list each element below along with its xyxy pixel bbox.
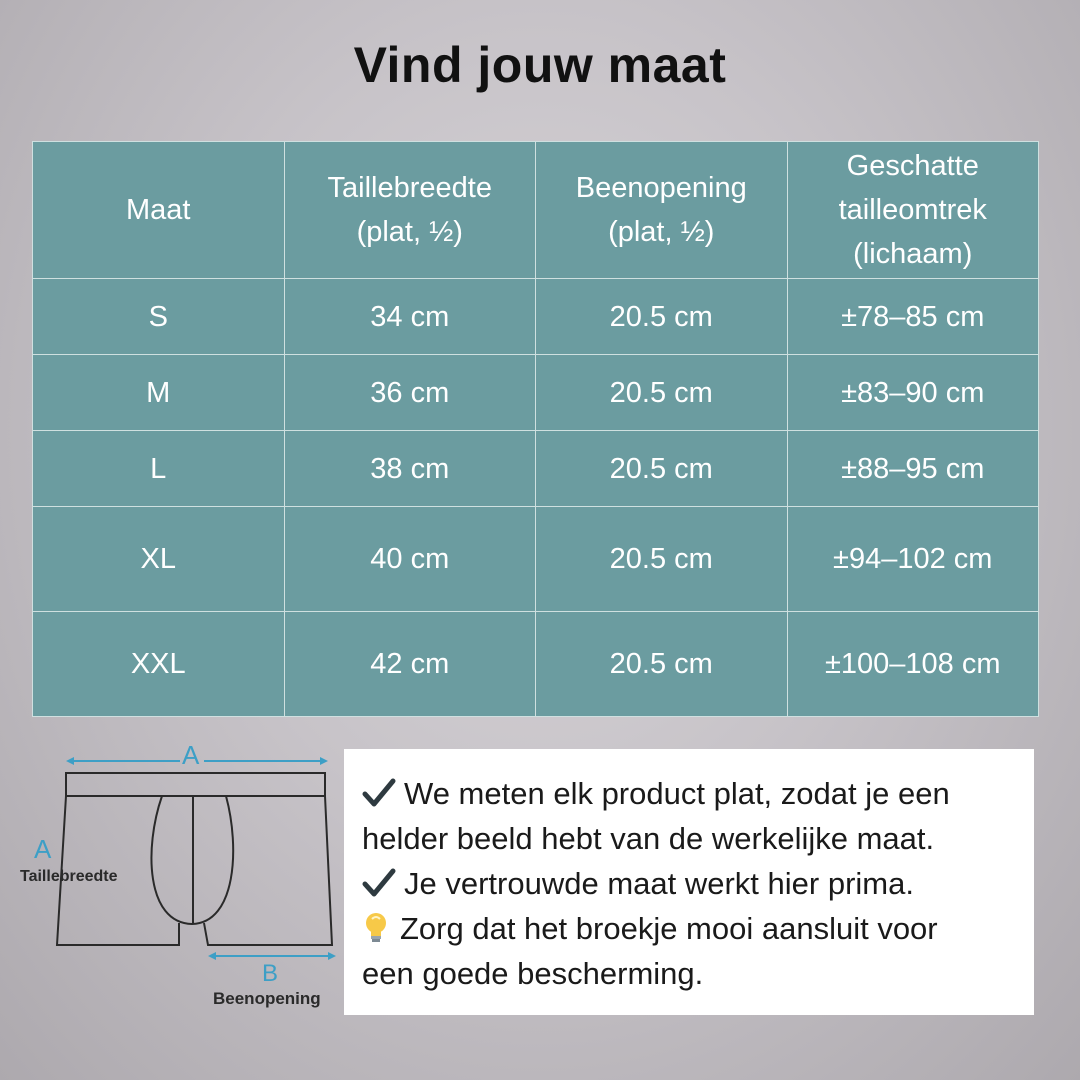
info-line [362, 816, 1022, 861]
leg-opening-arrow [208, 952, 336, 960]
header-line: Geschatte [846, 150, 979, 182]
header-tailleomtrek [787, 142, 1039, 279]
info-text [362, 771, 1022, 996]
cell-waist-circumference: ±88–95 cm [787, 431, 1039, 507]
info-line [362, 906, 1022, 951]
page-title: Vind jouw maat [353, 37, 727, 93]
table-row [33, 355, 1039, 431]
diagram-label-a: A [182, 740, 200, 770]
check-icon [362, 868, 396, 898]
garment-outline [57, 773, 332, 945]
size-table [32, 141, 1039, 717]
table-row [33, 612, 1039, 717]
header-line: Taillebreedte [327, 172, 492, 204]
cell-size: XXL [33, 612, 285, 717]
cell-size: S [33, 279, 285, 355]
info-line [362, 771, 1022, 816]
cell-waist-circumference: ±100–108 cm [787, 612, 1039, 717]
diagram-label-b: B [262, 960, 279, 987]
header-line: Beenopening [575, 172, 747, 204]
cell-waist-circumference: ±78–85 cm [787, 279, 1039, 355]
info-line-text: Je vertrouwde maat werkt hier prima. [404, 866, 914, 901]
cell-size: L [33, 431, 285, 507]
header-line: (plat, ½) [608, 216, 715, 248]
cell-waist-width: 42 cm [284, 612, 536, 717]
cell-leg-opening: 20.5 cm [536, 612, 788, 717]
diagram-label-a-side: A [34, 834, 52, 864]
cell-leg-opening: 20.5 cm [536, 355, 788, 431]
cell-leg-opening: 20.5 cm [536, 431, 788, 507]
info-line-text: We meten elk product plat, zodat je een [404, 776, 950, 811]
cell-leg-opening: 20.5 cm [536, 279, 788, 355]
table-row [33, 507, 1039, 612]
diagram-label-beenopening: Beenopening [213, 989, 321, 1008]
measurement-diagram [14, 738, 344, 1018]
info-line-text: Zorg dat het broekje mooi aansluit voor [400, 911, 938, 946]
header-line: Maat [126, 194, 191, 226]
info-line [362, 861, 1022, 906]
cell-waist-circumference: ±83–90 cm [787, 355, 1039, 431]
cell-waist-width: 36 cm [284, 355, 536, 431]
lightbulb-icon [362, 911, 390, 945]
info-line [362, 951, 1022, 996]
cell-size: XL [33, 507, 285, 612]
header-beenopening [536, 142, 788, 279]
table-row [33, 279, 1039, 355]
header-taillebreedte [284, 142, 536, 279]
cell-size: M [33, 355, 285, 431]
cell-waist-width: 34 cm [284, 279, 536, 355]
info-line-text: een goede bescherming. [362, 956, 704, 991]
header-maat [33, 142, 285, 279]
cell-waist-width: 38 cm [284, 431, 536, 507]
cell-leg-opening: 20.5 cm [536, 507, 788, 612]
info-line-text: helder beeld hebt van de werkelijke maat. [362, 821, 935, 856]
check-icon [362, 778, 396, 808]
cell-waist-circumference: ±94–102 cm [787, 507, 1039, 612]
header-line: (plat, ½) [356, 216, 463, 248]
table-row [33, 431, 1039, 507]
info-box [344, 749, 1034, 1015]
header-line: tailleomtrek [838, 194, 987, 226]
diagram-label-taillebreedte: Taillebreedte [20, 868, 118, 885]
header-line: (lichaam) [853, 238, 973, 270]
table-header-row [33, 142, 1039, 279]
cell-waist-width: 40 cm [284, 507, 536, 612]
